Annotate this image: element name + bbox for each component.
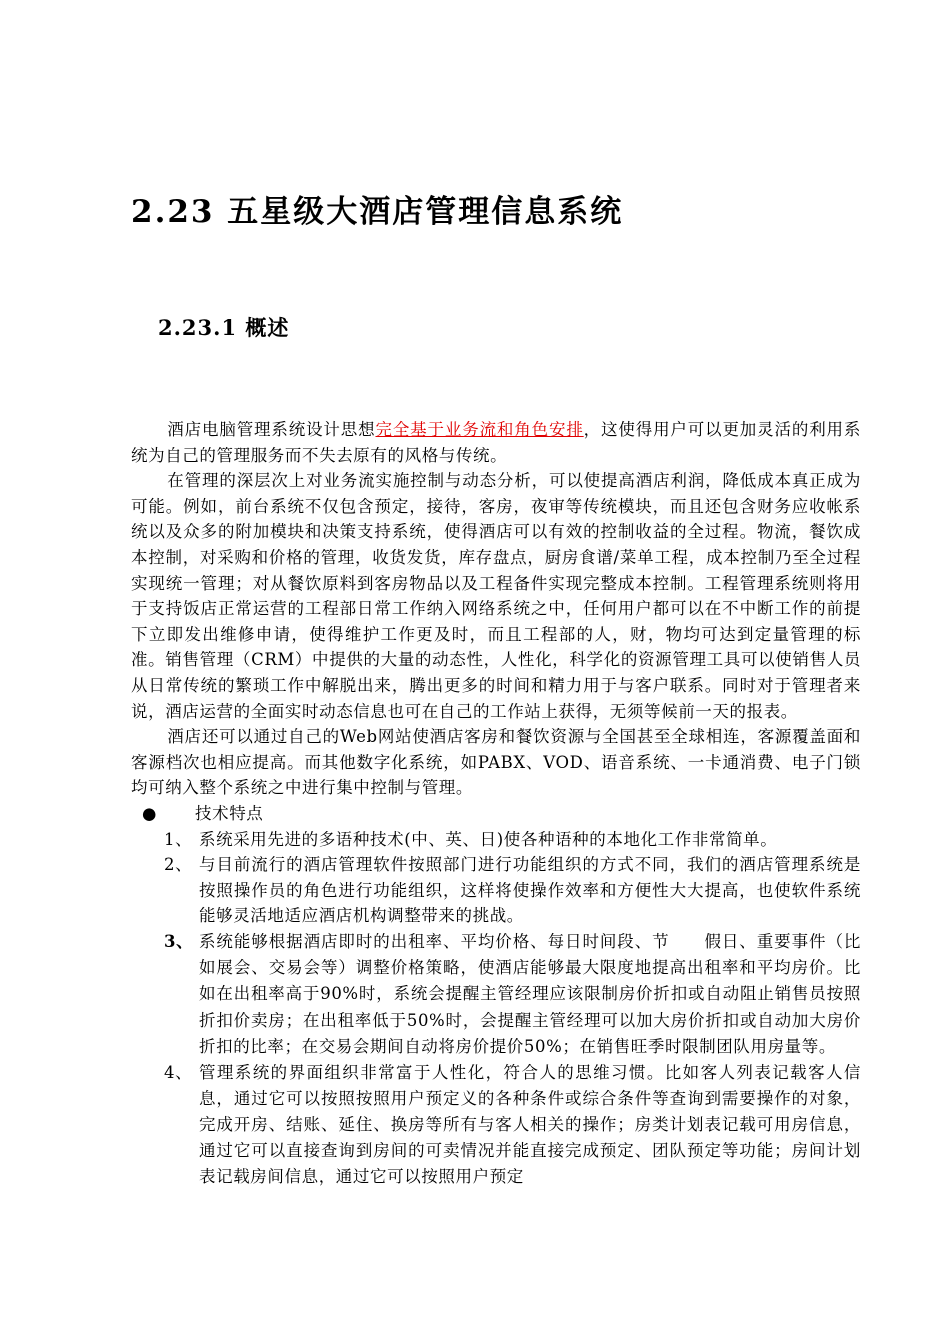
list-item — [131, 827, 861, 853]
paragraph-management: 在管理的深层次上对业务流实施控制与动态分析，可以使提高酒店利润，降低成本真正成为可能。例如，前台系统不仅包含预定，接待，客房，夜审等传统模块，而且还包含财务应收帐系统以及众多的附加模块和决策支持系统，使得酒店可以有效的控制收益的全过程。物流，餐饮成本控制，对采购和价格的管理，收货发货，库存盘点，厨房食谱/菜单工程，成本控制乃至全过程实现统一管理；对从餐饮原料到客房物品以及工程备件实现完整成本控制。工程管理系统则将用于支持饭店正常运营的工程部日常工作纳入网络系统之中，任何用户都可以在不中断工作的前提下立即发出维修申请，使得维护工作更及时，而且工程部的人，财，物均可达到定量管理的标准。销售管理（CRM）中提供的大量的动态性，人性化，科学化的资源管理工具可以使销售人员从日常传统的繁琐工作中解脱出来，腾出更多的时间和精力用于与客户联系。同时对于管理者来说，酒店运营的全面实时动态信息也可在自己的工作站上获得，无须等候前一天的报表。 — [131, 471, 861, 721]
list-item — [131, 929, 861, 1060]
paragraph-web: 酒店还可以通过自己的Web网站使酒店客房和餐饮资源与全国甚至全球相连，客源覆盖面和客源档次也相应提高。而其他数字化系统，如PABX、VOD、语音系统、一卡通消费、电子门锁均可纳入整个系统之中进行集中控制与管理。 — [131, 727, 861, 798]
list-item-number: 1、 — [164, 829, 193, 849]
list-item-number: 4、 — [164, 1063, 193, 1083]
subsection-title: 2.23.1 概述 — [158, 315, 290, 340]
highlight-link[interactable]: 完全基于业务流和角色安排 — [375, 420, 584, 439]
intro-text: 酒店电脑管理系统设计思想 — [167, 420, 376, 439]
bullet-item — [131, 801, 861, 827]
intro-text-rest: ，这使得用户可以更加灵活的利用系统为自己的管理服务而不失去原有的风格与传统。 — [131, 420, 861, 465]
paragraph-intro — [131, 417, 861, 468]
list-item-number: 3、 — [164, 931, 194, 951]
bullet-dot-icon: ● — [142, 803, 157, 823]
feature-list — [131, 827, 861, 1190]
list-item-number: 2、 — [164, 855, 193, 875]
section-title: 2.23 五星级大酒店管理信息系统 — [131, 194, 624, 230]
list-item — [131, 852, 861, 929]
list-item-text: 与目前流行的酒店管理软件按照部门进行功能组织的方式不同，我们的酒店管理系统是按照操作员的角色进行功能组织，这样将使操作效率和方便性大大提高，也使软件系统能够灵活地适应酒店机构调整带来的挑战。 — [199, 855, 861, 926]
bullet-label: 技术特点 — [195, 803, 264, 823]
list-item — [131, 1060, 861, 1189]
list-item-text: 管理系统的界面组织非常富于人性化，符合人的思维习惯。比如客人列表记载客人信息，通过它可以按照按照用户预定义的各种条件或综合条件等查询到需要操作的对象，完成开房、结账、延住、换房等所有与客人相关的操作；房类计划表记载可用房信息，通过它可以直接查询到房间的可卖情况并能直接完成预定、团队预定等功能；房间计划表记载房间信息，通过它可以按照用户预定 — [199, 1063, 861, 1186]
list-item-text: 系统能够根据酒店即时的出租率、平均价格、每日时间段、节 假日、重要事件（比如展会、交易会等）调整价格策略，使酒店能够最大限度地提高出租率和平均房价。比如在出租率高于90%时，系统会提醒主管经理应该限制房价折扣或自动阻止销售员按照折扣价卖房；在出租率低于50%时，会提醒主管经理可以加大房价折扣或自动加大房价折扣的比率；在交易会期间自动将房价提价50%；在销售旺季时限制团队用房量等。 — [199, 931, 861, 1057]
body-text — [131, 417, 861, 1189]
list-item-text: 系统采用先进的多语种技术(中、英、日)使各种语种的本地化工作非常简单。 — [199, 829, 778, 849]
